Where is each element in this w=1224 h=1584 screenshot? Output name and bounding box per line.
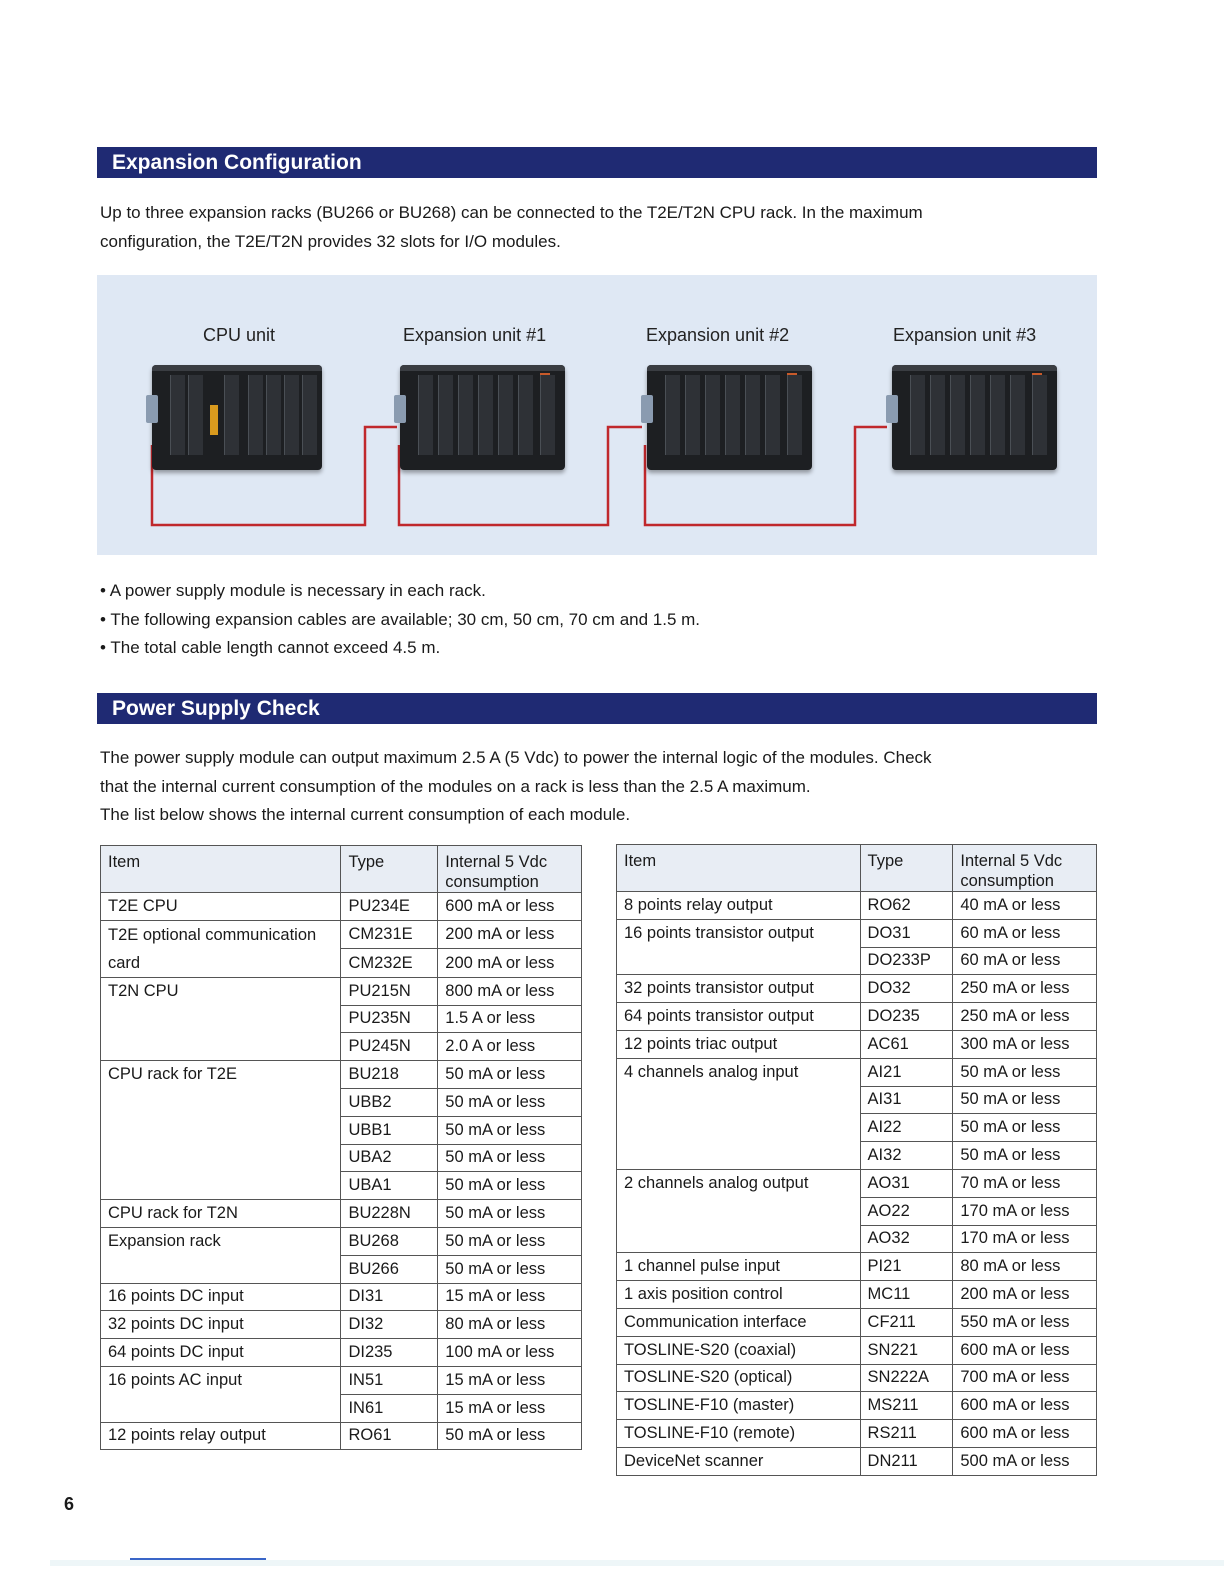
cell-consumption: 600 mA or less (438, 893, 582, 921)
unit-label-exp3: Expansion unit #3 (893, 325, 1037, 345)
table-row (617, 1058, 1097, 1086)
expansion-intro-line2: configuration, the T2E/T2N provides 32 slots for I/O modules. (100, 231, 561, 251)
cell-type: RO61 (341, 1422, 438, 1450)
cell-consumption: 50 mA or less (438, 1200, 582, 1228)
table-row (617, 1420, 1097, 1448)
cell-consumption: 550 mA or less (953, 1308, 1097, 1336)
cell-consumption: 15 mA or less (438, 1366, 582, 1394)
cell-type: PU235N (341, 1005, 438, 1033)
cell-type: CF211 (860, 1308, 953, 1336)
cell-consumption: 50 mA or less (953, 1058, 1097, 1086)
table-row (617, 1030, 1097, 1058)
table-row (101, 977, 582, 1005)
cell-type: DO31 (860, 919, 953, 947)
cell-item (617, 1114, 861, 1142)
cell-item (617, 1197, 861, 1225)
cell-type: UBA1 (341, 1172, 438, 1200)
header-type: Type (860, 845, 953, 892)
cell-consumption: 80 mA or less (953, 1253, 1097, 1281)
cell-item (101, 1033, 341, 1061)
table-row (617, 975, 1097, 1003)
cell-consumption: 15 mA or less (438, 1394, 582, 1422)
header-consumption: Internal 5 Vdc consumption (953, 845, 1097, 892)
table-row (617, 1336, 1097, 1364)
expansion-rack-2-image (647, 365, 812, 470)
cell-type: SN222A (860, 1364, 953, 1392)
expansion-rack-3-image (892, 365, 1057, 470)
cell-consumption: 800 mA or less (438, 977, 582, 1005)
table-row (101, 1200, 582, 1228)
cell-item: TOSLINE-S20 (optical) (617, 1364, 861, 1392)
unit-label-exp2: Expansion unit #2 (646, 325, 790, 345)
power-intro-line3: The list below shows the internal current consumption of each module. (100, 805, 631, 824)
cell-item: 64 points DC input (101, 1339, 341, 1367)
consumption-table-right (616, 844, 1097, 1476)
cell-type: AO31 (860, 1169, 953, 1197)
cell-consumption: 600 mA or less (953, 1392, 1097, 1420)
cell-item (101, 1144, 341, 1172)
cell-item (101, 1088, 341, 1116)
cell-consumption: 50 mA or less (953, 1114, 1097, 1142)
expansion-intro (100, 199, 1090, 256)
table-row (101, 893, 582, 921)
cell-item (101, 1255, 341, 1283)
cell-type: AO22 (860, 1197, 953, 1225)
cell-type: BU268 (341, 1227, 438, 1255)
table-row (617, 919, 1097, 947)
cell-type: UBA2 (341, 1144, 438, 1172)
cell-item: T2E optional communication card (101, 920, 341, 977)
cell-type: DO233P (860, 947, 953, 975)
header-item: Item (617, 845, 861, 892)
expansion-notes (100, 577, 700, 663)
cell-consumption: 40 mA or less (953, 892, 1097, 920)
cell-type: AI22 (860, 1114, 953, 1142)
cell-consumption: 50 mA or less (438, 1422, 582, 1450)
cell-item: Communication interface (617, 1308, 861, 1336)
cell-consumption: 1.5 A or less (438, 1005, 582, 1033)
cell-item: Expansion rack (101, 1227, 341, 1255)
cell-type: BU218 (341, 1061, 438, 1089)
table-row (101, 1005, 582, 1033)
cell-type: BU266 (341, 1255, 438, 1283)
cell-type: BU228N (341, 1200, 438, 1228)
cell-item: 12 points triac output (617, 1030, 861, 1058)
cell-type: AC61 (860, 1030, 953, 1058)
cell-item (101, 1116, 341, 1144)
cell-item: 8 points relay output (617, 892, 861, 920)
cell-item: 4 channels analog input (617, 1058, 861, 1086)
cell-type: DI31 (341, 1283, 438, 1311)
cell-item: 12 points relay output (101, 1422, 341, 1450)
cell-consumption: 2.0 A or less (438, 1033, 582, 1061)
table-row (617, 1364, 1097, 1392)
note-item: • A power supply module is necessary in each rack. (100, 577, 700, 606)
table-row (617, 1169, 1097, 1197)
unit-label-exp1: Expansion unit #1 (403, 325, 547, 345)
cell-type: IN61 (341, 1394, 438, 1422)
table-row (617, 1003, 1097, 1031)
cell-item: 64 points transistor output (617, 1003, 861, 1031)
cell-item (617, 1225, 861, 1253)
cell-type: AI32 (860, 1142, 953, 1170)
cell-item: TOSLINE-F10 (remote) (617, 1420, 861, 1448)
cell-consumption: 50 mA or less (438, 1116, 582, 1144)
cell-consumption: 500 mA or less (953, 1447, 1097, 1475)
cell-consumption: 170 mA or less (953, 1197, 1097, 1225)
footer-line (130, 1558, 266, 1560)
table-row (101, 1339, 582, 1367)
table-row (101, 1311, 582, 1339)
cell-type: CM232E (341, 949, 438, 978)
cell-type: RO62 (860, 892, 953, 920)
page-number: 6 (64, 1494, 75, 1514)
cell-item: CPU rack for T2E (101, 1061, 341, 1089)
cell-consumption: 600 mA or less (953, 1336, 1097, 1364)
cell-consumption: 300 mA or less (953, 1030, 1097, 1058)
cell-item: TOSLINE-S20 (coaxial) (617, 1336, 861, 1364)
cell-consumption: 200 mA or less (438, 949, 582, 978)
cell-item: TOSLINE-F10 (master) (617, 1392, 861, 1420)
cell-type: AI31 (860, 1086, 953, 1114)
table-row (101, 1144, 582, 1172)
cell-type: DI235 (341, 1339, 438, 1367)
table-row (617, 1086, 1097, 1114)
cell-type: DI32 (341, 1311, 438, 1339)
cell-type: MC11 (860, 1281, 953, 1309)
cell-consumption: 50 mA or less (438, 1172, 582, 1200)
table-row (101, 920, 582, 949)
cell-consumption: 170 mA or less (953, 1225, 1097, 1253)
cell-consumption: 50 mA or less (438, 1144, 582, 1172)
note-item: • The following expansion cables are available; 30 cm, 50 cm, 70 cm and 1.5 m. (100, 606, 700, 635)
cell-type: CM231E (341, 920, 438, 949)
table-row (101, 1255, 582, 1283)
cell-item: 16 points AC input (101, 1366, 341, 1394)
cell-type: AO32 (860, 1225, 953, 1253)
cell-consumption: 250 mA or less (953, 975, 1097, 1003)
footer-strip (50, 1560, 1224, 1566)
cell-type: PU245N (341, 1033, 438, 1061)
cell-item: 1 channel pulse input (617, 1253, 861, 1281)
cell-item: 16 points transistor output (617, 919, 861, 947)
cell-type: RS211 (860, 1420, 953, 1448)
cell-consumption: 60 mA or less (953, 947, 1097, 975)
cell-consumption: 200 mA or less (953, 1281, 1097, 1309)
table-row (101, 1227, 582, 1255)
cell-item (101, 1172, 341, 1200)
table-row (617, 1197, 1097, 1225)
cell-item (617, 1086, 861, 1114)
cell-type: UBB2 (341, 1088, 438, 1116)
cell-item (101, 1394, 341, 1422)
cell-type: PU215N (341, 977, 438, 1005)
cell-item: CPU rack for T2N (101, 1200, 341, 1228)
table-row (101, 1283, 582, 1311)
power-intro-line2: that the internal current consumption of the modules on a rack is less than the 2.5 A maximum. (100, 776, 811, 796)
cell-item: T2E CPU (101, 893, 341, 921)
power-intro-line1: The power supply module can output maximum 2.5 A (5 Vdc) to power the internal logic of the modules. Check (100, 748, 932, 767)
table-row (101, 1394, 582, 1422)
cell-type: DN211 (860, 1447, 953, 1475)
table-row (617, 1392, 1097, 1420)
section-title-power: Power Supply Check (97, 693, 1097, 724)
cell-item: 32 points DC input (101, 1311, 341, 1339)
cell-type: SN221 (860, 1336, 953, 1364)
table-row (101, 1088, 582, 1116)
cell-type: PU234E (341, 893, 438, 921)
header-item: Item (101, 846, 341, 893)
cell-consumption: 70 mA or less (953, 1169, 1097, 1197)
cell-item: DeviceNet scanner (617, 1447, 861, 1475)
cell-consumption: 200 mA or less (438, 920, 582, 949)
cell-type: DO32 (860, 975, 953, 1003)
cell-item (101, 1005, 341, 1033)
cell-item: 32 points transistor output (617, 975, 861, 1003)
table-row (617, 1447, 1097, 1475)
table-row (101, 1422, 582, 1450)
cell-consumption: 100 mA or less (438, 1339, 582, 1367)
cell-type: PI21 (860, 1253, 953, 1281)
cell-consumption: 250 mA or less (953, 1003, 1097, 1031)
cpu-rack-image (152, 365, 322, 470)
cell-item (617, 1142, 861, 1170)
table-row (617, 947, 1097, 975)
cell-item: 16 points DC input (101, 1283, 341, 1311)
table-row (617, 1225, 1097, 1253)
cell-type: AI21 (860, 1058, 953, 1086)
consumption-table-left (100, 845, 582, 1450)
header-consumption: Internal 5 Vdc consumption (438, 846, 582, 893)
cell-consumption: 700 mA or less (953, 1364, 1097, 1392)
cell-consumption: 50 mA or less (953, 1086, 1097, 1114)
table-row (617, 1142, 1097, 1170)
header-type: Type (341, 846, 438, 893)
cell-item: 1 axis position control (617, 1281, 861, 1309)
table-row (617, 1308, 1097, 1336)
section-title-expansion: Expansion Configuration (97, 147, 1097, 178)
cell-consumption: 50 mA or less (438, 1227, 582, 1255)
power-intro (100, 744, 1090, 830)
expansion-intro-line1: Up to three expansion racks (BU266 or BU268) can be connected to the T2E/T2N CPU rack. In the maximum (100, 203, 923, 222)
cell-consumption: 50 mA or less (953, 1142, 1097, 1170)
unit-label-cpu: CPU unit (203, 325, 276, 345)
cell-type: UBB1 (341, 1116, 438, 1144)
table-row (617, 892, 1097, 920)
table-header (101, 846, 582, 893)
table-row (101, 1116, 582, 1144)
cell-type: MS211 (860, 1392, 953, 1420)
table-row (101, 1033, 582, 1061)
cell-consumption: 50 mA or less (438, 1255, 582, 1283)
cell-consumption: 80 mA or less (438, 1311, 582, 1339)
cell-consumption: 50 mA or less (438, 1061, 582, 1089)
cell-consumption: 600 mA or less (953, 1420, 1097, 1448)
cell-consumption: 60 mA or less (953, 919, 1097, 947)
table-header (617, 845, 1097, 892)
expansion-rack-1-image (400, 365, 565, 470)
table-row (617, 1114, 1097, 1142)
table-row (101, 1172, 582, 1200)
cell-type: IN51 (341, 1366, 438, 1394)
cell-item: 2 channels analog output (617, 1169, 861, 1197)
cell-consumption: 50 mA or less (438, 1088, 582, 1116)
cell-item: T2N CPU (101, 977, 341, 1005)
cell-consumption: 15 mA or less (438, 1283, 582, 1311)
table-row (101, 1366, 582, 1394)
table-row (101, 1061, 582, 1089)
table-row (617, 1281, 1097, 1309)
table-row (617, 1253, 1097, 1281)
cell-item (617, 947, 861, 975)
expansion-diagram (97, 275, 1097, 555)
note-item: • The total cable length cannot exceed 4.5 m. (100, 634, 700, 663)
cell-type: DO235 (860, 1003, 953, 1031)
